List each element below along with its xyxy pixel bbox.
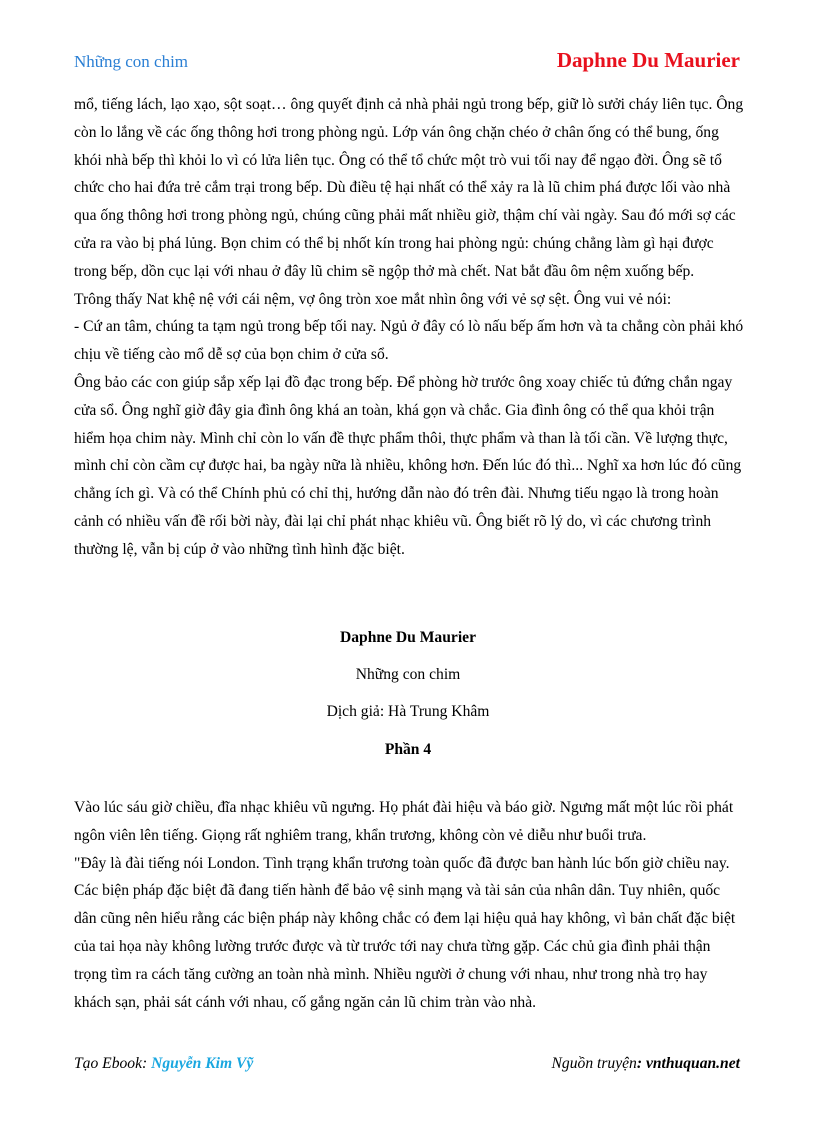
footer-ebook-separator: :: [142, 1055, 152, 1072]
footer-ebook-name: Nguyễn Kim Vỹ: [151, 1055, 254, 1072]
text-block-top: [74, 91, 744, 564]
header-book-title: Những con chim: [74, 52, 189, 71]
section-part: Phần 4: [384, 741, 432, 758]
footer-source-separator: :: [636, 1055, 646, 1072]
footer-ebook-label: Tạo Ebook: [74, 1055, 143, 1072]
section-title: Những con chim: [355, 666, 461, 683]
paragraph: mổ, tiếng lách, lạo xạo, sột soạt… ông quyết định cả nhà phải ngủ trong bếp, giữ lò sưởi cháy liên tục. Ông còn lo lắng về các ống thông hơi trong phòng ngủ. Lớp ván ông chặn chéo ở chân ống có thể bung, ống khói nhà bếp thì khỏi lo vì có lửa liên tục. Ông có thể tổ chức một trò vui tối nay để ngạo đời. Ông sẽ tổ chức cho hai đứa trẻ cắm trại trong bếp. Dù điều tệ hại nhất có thể xảy ra là lũ chim phá được lối vào nhà qua ống thông hơi trong phòng ngủ, chúng cũng phải mất nhiều giờ, thậm chí vài ngày. Sau đó mới sợ các cửa ra vào bị phá lủng. Bọn chim có thể bị nhốt kín trong hai phòng ngủ: chúng chẳng làm gì hại được trong bếp, dồn cục lại với nhau ở đây lũ chim sẽ ngộp thở mà chết. Nat bắt đầu ôm nệm xuống bếp.: [74, 96, 744, 280]
footer-source-label: Nguồn truyện: [551, 1055, 637, 1072]
footer-source-credit: [552, 1055, 740, 1073]
paragraph: Ông bảo các con giúp sắp xếp lại đồ đạc trong bếp. Để phòng hờ trước ông xoay chiếc tủ đứng chắn ngay cửa sổ. Ông nghĩ giờ đây gia đình ông khá an toàn, khá gọn và chắc. Gia đình ông có thể qua khỏi trận hiểm họa chim này. Mình chỉ còn lo vấn đề thực phẩm thôi, thực phẩm và than là tối cần. Về lượng thực, mình chỉ còn cầm cự được hai, ba ngày nữa là nhiều, không hơn. Đến lúc đó thì... Nghĩ xa hơn lúc đó cũng chẳng ích gì. Và có thể Chính phủ có chỉ thị, hướng dẫn nào đó trên đài. Nhưng tiếu ngạo là trong hoàn cảnh có nhiều vấn đề rối bời này, đài lại chỉ phát nhạc khiêu vũ. Ông biết rõ lý do, vì các chương trình thường lệ, vẫn bị cúp ở vào những tình hình đặc biệt.: [74, 373, 742, 558]
paragraph: - Cứ an tâm, chúng ta tạm ngủ trong bếp tối nay. Ngủ ở đây có lò nấu bếp ấm hơn và ta chẳng còn phải khó chịu về tiếng cào mổ dễ sợ của bọn chim ở cửa sổ.: [74, 318, 744, 364]
paragraph: Vào lúc sáu giờ chiều, đĩa nhạc khiêu vũ ngưng. Họ phát đài hiệu và báo giờ. Ngưng mất một lúc rồi phát ngôn viên lên tiếng. Giọng rất nghiêm trang, khẩn trương, không còn vẻ diễu như buổi trưa.: [74, 799, 734, 844]
text-block-bottom: [74, 794, 744, 1016]
footer-ebook-credit: [74, 1055, 253, 1073]
paragraph: "Đây là đài tiếng nói London. Tình trạng khẩn trương toàn quốc đã được ban hành lúc bốn giờ chiều nay. Các biện pháp đặc biệt đã đang tiến hành để bảo vệ sinh mạng và tài sản của nhân dân. Tuy nhiên, quốc dân cũng nên hiểu rằng các biện pháp này không chắc có đem lại hiệu quả hay không, vì bản chất đặc biệt của tai họa này không lường trước được và từ trước tới nay chưa từng gặp. Các chủ gia đình phải thận trọng tìm ra cách tăng cường an toàn nhà mình. Nhiều người ở chung với nhau, như trong nhà trọ hay khách sạn, phải sát cánh với nhau, cố gắng ngăn cản lũ chim tràn vào nhà.: [74, 854, 736, 1011]
header-author: Daphne Du Maurier: [556, 48, 740, 72]
section-translator: Dịch giả: Hà Trung Khâm: [326, 703, 490, 720]
section-author: Daphne Du Maurier: [339, 629, 476, 646]
paragraph: Trông thấy Nat khệ nệ với cái nệm, vợ ông tròn xoe mắt nhìn ông với vẻ sợ sệt. Ông vui vẻ nói:: [74, 290, 672, 308]
footer-source-site: vnthuquan.net: [645, 1055, 740, 1072]
